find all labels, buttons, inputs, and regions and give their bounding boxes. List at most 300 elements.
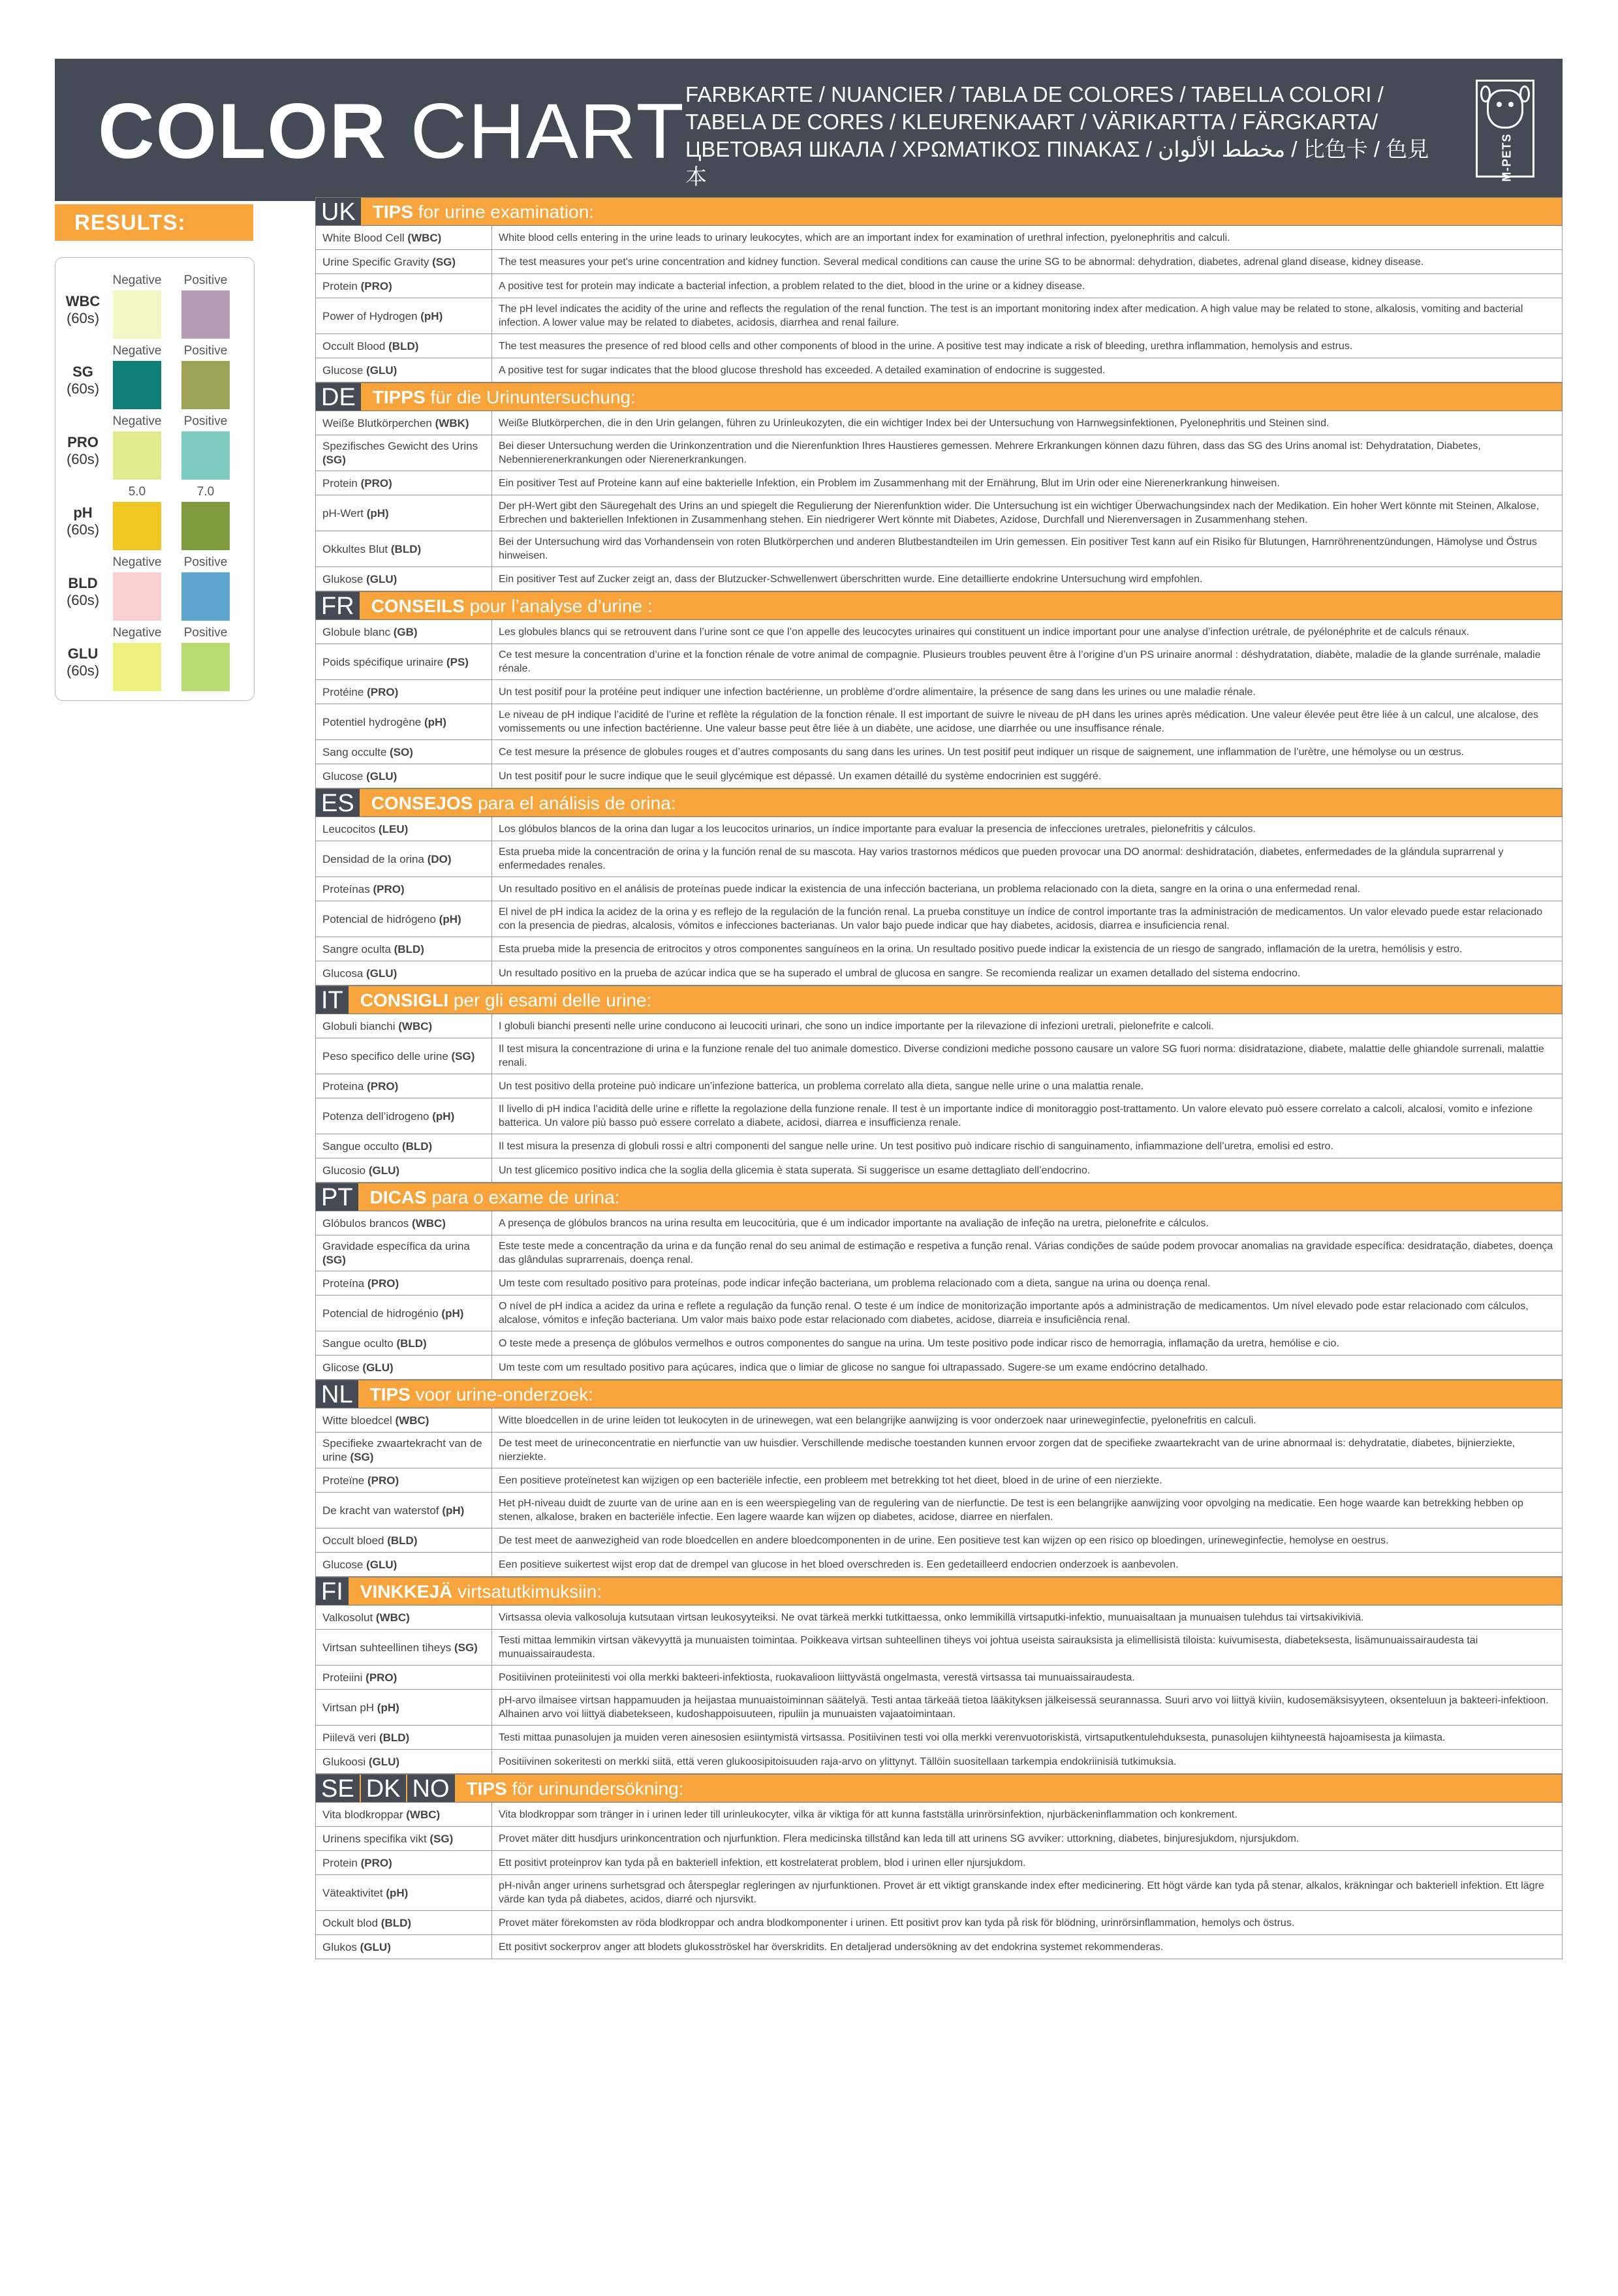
table-row [315, 358, 1563, 382]
parameter-label: Valkosolut [322, 1611, 373, 1624]
description-cell: Der pH-Wert gibt den Säuregehalt des Urins an und spiegelt die Regulierung der Nierenfunktion wider. Die Untersuchung ist ein wichtiger Überwachungsindex nach der Medikation. Ein hoher Wert könnte mit Steinen, Alkalose, Erbrechen und bakteriellen Infektionen in Zusammenhang stehen. Ein niedrigerer Wert könnte mit Diabetes, Azidose, Durchfall und Nierenversagen in Zusammenhang stehen. [499, 501, 1540, 525]
section-title [362, 383, 636, 411]
section-title-bold: VINKKEJÄ [360, 1581, 453, 1602]
description-cell: Testi mittaa punasolujen ja muiden veren ainesosien esiintymistä virtsassa. Positiivinen testi voi olla merkki verenvuotoriskistä, virtsaputkentulehduksesta, punasolujen kiihtyneestä hajoamisesta ja kiimasta. [499, 1731, 1446, 1743]
description-cell: Este teste mede a concentração da urina e da função renal do seu animal de estimação e respetiva a função renal. Várias condições de saúde podem provocar anomalias na gravidade específica: desidratação, diabetes, doença das glândulas suprarrenais, doença renal. [499, 1241, 1553, 1265]
parameter-code: (BLD) [387, 1534, 418, 1547]
description-cell: White blood cells entering in the urine leads to urinary leukocytes, which are an important index for examination of urethral infection, pyelonephritis and calculi. [499, 232, 1230, 243]
parameter-cell [316, 1331, 492, 1355]
table-row [315, 1528, 1563, 1553]
section-header [315, 591, 1563, 620]
section-title [361, 789, 676, 816]
table-row [315, 1750, 1563, 1774]
parameter-label: pH-Wert [322, 506, 364, 520]
language-code: SE [316, 1775, 360, 1802]
parameter-code: (pH) [386, 1886, 409, 1899]
parameter-code: (PS) [446, 655, 469, 668]
parameter-code: (BLD) [388, 339, 419, 352]
parameter-code: (DO) [427, 852, 452, 865]
language-code: FI [316, 1577, 349, 1605]
parameter-code: (GLU) [366, 364, 397, 377]
parameter-cell [316, 1606, 492, 1629]
page-title [98, 82, 685, 180]
section-title-rest: para el análisis de orina: [473, 793, 676, 813]
parameter-label: Glucose [322, 769, 364, 783]
parameter-cell [316, 1851, 492, 1874]
parameter-code: (SO) [390, 745, 413, 758]
description-cell: Vita blodkroppar som tränger in i urinen leder till urinleukocyter, vilka är viktiga för att kunna fastställa urinrörsinfektion, njurbäckeninflammation och konkrement. [499, 1808, 1237, 1820]
parameter-label: Väteaktivitet [322, 1886, 383, 1899]
table-row [315, 1331, 1563, 1356]
section-header [315, 1380, 1563, 1408]
language-code: NO [407, 1775, 455, 1802]
parameter-label: Sang occulte [322, 745, 387, 758]
result-name: GLU [67, 645, 99, 662]
parameter-label: Proteiini [322, 1671, 363, 1684]
table-row [315, 961, 1563, 985]
table-row [315, 1606, 1563, 1630]
parameter-code: (SG) [454, 1641, 478, 1654]
parameter-cell [316, 250, 492, 273]
description-cell: O nível de pH indica a acidez da urina e reflete a regulação da função renal. O teste é um índice de monitorização importante após a administração de medicamentos. Um nível elevado pode estar relacionado com cálculos, alcalose, vómitos e infeção bacteriana. Um valor mais baixo pode estar relacionado com diabetes, acidose, diarreia e insuficiência renal. [499, 1301, 1529, 1326]
parameter-cell [316, 937, 492, 961]
parameter-cell [316, 531, 492, 566]
section-header [315, 1774, 1563, 1803]
section-title [361, 592, 653, 619]
parameter-label: Occult Blood [322, 339, 386, 352]
parameter-label: Virtsan suhteellinen tiheys [322, 1641, 452, 1654]
description-cell: Ett positivt sockerprov anger att blodets glukosströskel har överskridits. En detaljerad undersökning av det endokrina systemet rekommenderas. [499, 1941, 1164, 1953]
parameter-label: Gravidade específica da urina [322, 1240, 470, 1252]
result-time: (60s) [66, 451, 100, 467]
description-cell: Les globules blancs qui se retrouvent dans l’urine sont ce que l’on appelle des leucocytes urinaires qui constituent un indice important pour une analyse d’infection urétrale, de pyélonéphrite et de calculs rénaux. [499, 626, 1470, 638]
result-time: (60s) [66, 592, 100, 608]
table-row [315, 740, 1563, 764]
parameter-cell [316, 226, 492, 249]
table-row [315, 1553, 1563, 1577]
parameter-cell [316, 1726, 492, 1749]
parameter-code: (PRO) [367, 1079, 399, 1093]
result-left-label: 5.0 [128, 485, 146, 499]
table-row [315, 1493, 1563, 1528]
parameter-code: (PRO) [373, 882, 405, 895]
description-cell: Bei der Untersuchung wird das Vorhandensein von roten Blutkörperchen und anderen Blutbestandteilen im Urin gemessen. Ein positiver Test kann auf ein Risiko für Blutungen, Harnröhrenentzündungen, Hämolyse und Östrus hinweisen. [499, 536, 1537, 561]
description-cell: The test measures the presence of red blood cells and other components of blood in the urine. A positive test may indicate a risk of bleeding, urethra inflammation, hemolysis and estrus. [499, 340, 1353, 352]
parameter-code: (SG) [451, 1049, 475, 1063]
parameter-label: Witte bloedcel [322, 1414, 392, 1427]
table-row [315, 937, 1563, 961]
table-row [315, 411, 1563, 435]
parameter-label: Potencial de hidrogénio [322, 1307, 439, 1320]
description-cell: Un resultado positivo en la prueba de azúcar indica que se ha superado el umbral de glucosa en sangre. Se recomienda realizar un examen detallado del sistema endocrino. [499, 967, 1301, 979]
description-cell: Il test misura la presenza di globuli rossi e altri componenti del sangue nelle urine. Un test positivo può indicare rischio di sanguinamento, infiammazione dell’uretra, emolisi ed estro. [499, 1140, 1333, 1152]
parameter-cell [316, 1875, 492, 1910]
parameter-label: Leucocitos [322, 822, 376, 835]
parameter-label: Glucosio [322, 1164, 366, 1177]
description-cell: A presença de glóbulos brancos na urina resulta em leucocitúria, que é um indicador importante na avaliação de infeção na uretra, pielonefrite e cálculos. [499, 1217, 1209, 1229]
parameter-label: Glucose [322, 364, 364, 377]
table-row [315, 1433, 1563, 1468]
parameter-cell [316, 1098, 492, 1134]
section-header [315, 985, 1563, 1014]
parameter-code: (GB) [393, 625, 418, 638]
parameter-label: Ockult blod [322, 1916, 379, 1929]
result-time: (60s) [66, 310, 100, 326]
parameter-code: (SG) [432, 255, 456, 268]
result-time: (60s) [66, 380, 100, 397]
parameter-label: Potentiel hydrogène [322, 715, 422, 728]
description-cell: Ce test mesure la présence de globules rouges et d’autres composants du sang dans les urines. Un test positif peut indiquer un risque de saignement, une inflammation de l’urètre, une hémolyse ou un œstrus. [499, 746, 1465, 758]
table-row [315, 704, 1563, 740]
parameter-cell [316, 877, 492, 901]
table-row [315, 1098, 1563, 1134]
section-title-bold: TIPS [369, 1384, 411, 1404]
section-title-bold: TIPS [372, 202, 414, 222]
section-header [315, 197, 1563, 226]
section-title-rest: para o exame de urina: [426, 1187, 620, 1207]
table-row [315, 620, 1563, 644]
section-title-rest: for urine examination: [413, 202, 595, 222]
result-right-label: Positive [183, 626, 228, 640]
parameter-code: (pH) [424, 715, 446, 728]
parameter-cell [316, 620, 492, 644]
parameter-label: Peso specifico delle urine [322, 1049, 448, 1063]
table-row [315, 1014, 1563, 1038]
parameter-code: (WBC) [398, 1019, 433, 1032]
table-row [315, 1356, 1563, 1380]
description-cell: Un test positivo della proteine può indicare un’infezione batterica, un problema correlato alla dieta, sangue nelle urine o una malattia renale. [499, 1080, 1144, 1092]
parameter-label: Weiße Blutkörperchen [322, 416, 432, 429]
table-row [315, 1726, 1563, 1750]
section-title [360, 1183, 620, 1211]
parameter-cell [316, 1911, 492, 1934]
section-title-bold: CONSEILS [371, 596, 465, 616]
description-cell: Um teste com resultado positivo para proteínas, pode indicar infeção bacteriana, um problema relacionado com a dieta, sangue na urina ou doença renal. [499, 1277, 1211, 1289]
section-title-rest: voor urine-onderzoek: [410, 1384, 593, 1404]
parameter-code: (pH) [420, 309, 443, 322]
table-row [315, 567, 1563, 591]
section-title-rest: für die Urinuntersuchung: [425, 387, 636, 407]
table-row [315, 764, 1563, 788]
parameter-cell [316, 1553, 492, 1576]
description-cell: Een positieve proteïnetest kan wijzigen op een bacteriële infectie, een probleem met betrekking tot het dieet, bloed in de urine of een nierziekte. [499, 1474, 1162, 1486]
parameter-code: (pH) [442, 1504, 465, 1517]
table-row [315, 817, 1563, 841]
parameter-cell [316, 1408, 492, 1432]
description-cell: El nivel de pH indica la acidez de la orina y es reflejo de la regulación de la función renal. La prueba constituye un índice de control importante tras la administración de medicamentos. Un valor elevado puede estar relacionado con la presencia de piedras, alcalosis, vómitos e infecciones bacterianas. Un valor bajo puede indicar que hay diabetes, acidosis, diarrea e insuficiencia renal. [499, 907, 1543, 931]
description-cell: pH-nivån anger urinens surhetsgrad och återspeglar regleringen av njurfunktionen. Provet är ett viktigt granskande index efter medicinering. Ett högt värde kan tyda på stenar, alkalos, kräkningar och bakteriell infektion. Ett lägre värde kan tyda på diabetes, acidos, diarré och njursvikt. [499, 1880, 1544, 1905]
parameter-code: (GLU) [368, 1755, 400, 1768]
parameter-cell [316, 298, 492, 334]
parameter-label: Specifieke zwaartekracht van de urine [322, 1437, 482, 1463]
parameter-cell [316, 1038, 492, 1074]
parameter-cell [316, 1666, 492, 1689]
parameter-cell [316, 334, 492, 358]
description-cell: Il test misura la concentrazione di urina e la funzione renale del tuo animale domestico. Diverse condizioni mediche possono causare un valore SG fuori norma: disidratazione, diabete, malattie delle ghiandole surrenali, malattie renali. [499, 1044, 1544, 1068]
result-row-glu [55, 610, 255, 681]
parameter-label: Poids spécifique urinaire [322, 655, 444, 668]
parameter-code: (BLD) [396, 1337, 427, 1350]
section-title-bold: CONSIGLI [360, 990, 449, 1010]
table-row [315, 1158, 1563, 1183]
results-title: RESULTS: [55, 204, 253, 241]
parameter-cell [316, 1935, 492, 1959]
parameter-cell [316, 841, 492, 877]
parameter-code: (WBC) [407, 231, 442, 244]
parameter-code: (GLU) [362, 1361, 394, 1374]
description-cell: Ein positiver Test auf Proteine kann auf eine bakterielle Infektion, ein Problem im Zusammenhang mit der Ernährung, Blut im Urin oder eine Nierenerkrankung hinweisen. [499, 477, 1280, 489]
results-panel [55, 257, 255, 701]
result-right-label: Positive [183, 344, 228, 358]
table-row [315, 274, 1563, 298]
parameter-label: Proteina [322, 1079, 364, 1093]
section-title-rest: virtsatutkimuksiin: [452, 1581, 602, 1602]
title-thin: CHART [410, 87, 685, 175]
table-row [315, 1038, 1563, 1074]
table-row [315, 1074, 1563, 1098]
title-bold: COLOR [98, 87, 388, 175]
description-cell: A positive test for sugar indicates that the blood glucose threshold has exceeded. A detailed examination of endocrine is suggested. [499, 364, 1106, 376]
parameter-code: (WBC) [395, 1414, 429, 1427]
parameter-code: (pH) [439, 912, 461, 925]
parameter-cell [316, 644, 492, 679]
description-cell: Esta prueba mide la presencia de eritrocitos y otros componentes sanguíneos en la orina. Un resultado positivo puede indicar la existencia de un riesgo de sangrado, inflamación de la uretra, hemólisis y estro. [499, 943, 1463, 955]
result-label [63, 293, 102, 327]
table-row [315, 1851, 1563, 1875]
table-row [315, 1911, 1563, 1935]
table-row [315, 1827, 1563, 1851]
description-cell: The pH level indicates the acidity of the urine and reflects the regulation of the renal function. The test is an important monitoring index after medication. A high value may be related to stone, alkalosis, vomiting and bacterial infection. A lower value may be related to diabetes, acidosis, diarrhea and renal failure. [499, 303, 1523, 328]
description-cell: Testi mittaa lemmikin virtsan väkevyyttä ja munuaisten toimintaa. Poikkeava virtsan suhteellinen tiheys voi johtua useista sairauksista ja elimellisistä tiloista: kuivumisesta, diabeteksesta, lisämunuaissairaudesta tai munuaissairaudesta. [499, 1635, 1478, 1660]
description-cell: Le niveau de pH indique l’acidité de l’urine et reflète la régulation de la fonction rénale. Il est important de suivre le niveau de pH dans les urines après médication. Une valeur élevée peut être liée à un calcul, une alcalose, des vomissements ou une infection bactérienne. Une valeur basse peut être liée à un diabète, une acidose, une diarrhée ou une insuffisance rénale. [499, 709, 1538, 734]
parameter-label: De kracht van waterstof [322, 1504, 439, 1517]
parameter-label: Vita blodkroppar [322, 1808, 403, 1821]
parameter-code: (LEU) [379, 822, 409, 835]
logo-text: M-PETS [1500, 132, 1514, 182]
result-name: PRO [67, 434, 99, 450]
parameter-code: (SG) [322, 454, 346, 466]
result-right-label: Positive [183, 555, 228, 569]
parameter-label: Potencial de hidrógeno [322, 912, 436, 925]
parameter-cell [316, 471, 492, 495]
language-code: FR [316, 592, 360, 619]
result-left-label: Negative [112, 555, 162, 569]
result-row-pro [55, 399, 255, 469]
table-row [315, 1468, 1563, 1493]
parameter-label: Glukose [322, 572, 364, 585]
table-row [315, 495, 1563, 531]
parameter-label: Urinens specifika vikt [322, 1832, 427, 1845]
parameter-cell [316, 1074, 492, 1098]
language-code: ES [316, 789, 360, 816]
parameter-label: Virtsan pH [322, 1701, 375, 1714]
description-cell: Positiivinen proteiinitesti voi olla merkki bakteeri-infektiosta, ruokavalioon liittyvästä ongelmasta, verestä virtsassa tai munuaissairaudesta. [499, 1671, 1135, 1683]
parameter-code: (PRO) [360, 279, 392, 292]
parameter-label: Proteína [322, 1277, 365, 1290]
parameter-code: (GLU) [360, 1940, 391, 1953]
description-cell: I globuli bianchi presenti nelle urine conducono ai leucociti urinari, che sono un indice importante per la rilevazione di infezioni uretrali, pielonefrite e calcoli. [499, 1020, 1214, 1032]
language-code: DK [361, 1775, 406, 1802]
parameter-cell [316, 1528, 492, 1552]
parameter-label: Globule blanc [322, 625, 390, 638]
parameter-cell [316, 1803, 492, 1826]
section-title-rest: per gli esami delle urine: [448, 990, 652, 1010]
table-row [315, 471, 1563, 495]
parameter-code: (BLD) [390, 542, 422, 555]
description-cell: Provet mäter förekomsten av röda blodkroppar och andra blodkomponenter i urinen. Ett positivt prov kan tyda på risk för blödning, urinrörsinflammation, hemolys och östrus. [499, 1917, 1295, 1929]
description-cell: The test measures your pet's urine concentration and kidney function. Several medical conditions can cause the urine SG to be abnormal: dehydration, diabetes, adrenal gland disease, kidney disease. [499, 256, 1424, 268]
parameter-code: (GLU) [368, 1164, 400, 1177]
parameter-label: Potenza dell’idrogeno [322, 1109, 429, 1123]
description-cell: Un resultado positivo en el análisis de proteínas puede indicar la existencia de una infección bacteriana, un problema relacionado con la dieta, sangre en la orina o una enfermedad renal. [499, 883, 1360, 895]
parameter-cell [316, 961, 492, 985]
parameter-cell [316, 1827, 492, 1850]
language-code: PT [316, 1183, 358, 1211]
parameter-label: Occult bloed [322, 1534, 384, 1547]
parameter-code: (WBC) [406, 1808, 441, 1821]
parameter-cell [316, 901, 492, 937]
table-row [315, 1666, 1563, 1690]
parameter-code: (PRO) [360, 476, 392, 489]
parameter-code: (GLU) [366, 1558, 397, 1571]
parameter-cell [316, 1014, 492, 1038]
parameter-label: Okkultes Blut [322, 542, 388, 555]
section-header [315, 788, 1563, 817]
parameter-cell [316, 1211, 492, 1235]
parameter-cell [316, 1295, 492, 1331]
section-title [350, 1577, 602, 1605]
parameter-cell [316, 1630, 492, 1665]
description-cell: A positive test for protein may indicate a bacterial infection, a problem related to the diet, blood in the urine or a kidney disease. [499, 280, 1085, 292]
description-cell: Witte bloedcellen in de urine leiden tot leukocyten in de urinewegen, wat een belangrijke aanwijzing is voor onderzoek naar urineweginfectie, pyelonefritis en calculi. [499, 1414, 1256, 1426]
parameter-cell [316, 435, 492, 471]
description-cell: Een positieve suikertest wijst erop dat de drempel van glucose in het bloed overschreden is. Een gedetailleerd endocrien onderzoek is aanbevolen. [499, 1559, 1179, 1570]
table-row [315, 680, 1563, 704]
language-code: UK [316, 198, 361, 225]
parameter-label: White Blood Cell [322, 231, 405, 244]
result-left-label: Negative [112, 414, 162, 428]
table-row [315, 226, 1563, 250]
parameter-cell [316, 495, 492, 531]
table-row [315, 1271, 1563, 1295]
parameter-label: Glóbulos brancos [322, 1217, 409, 1230]
parameter-label: Urine Specific Gravity [322, 255, 429, 268]
parameter-label: Glukos [322, 1940, 357, 1953]
table-row [315, 1935, 1563, 1959]
section-title-rest: pour l’analyse d’urine : [464, 596, 653, 616]
section-title-bold: TIPPS [372, 387, 426, 407]
table-row [315, 298, 1563, 334]
table-row [315, 901, 1563, 937]
description-cell: Het pH-niveau duidt de zuurte van de urine aan en is een weerspiegeling van de regulering van de nierfunctie. De test is een belangrijke aanwijzing voor opvolging na medicatie. Een hoge waarde kan betrekking hebben op stenen, alkalose, braken en bacteriële infectie. Een lagere waarde kan wijzen op diabetes, acidose, diarree en nierfalen. [499, 1498, 1523, 1523]
parameter-cell [316, 1158, 492, 1182]
table-row [315, 1211, 1563, 1235]
section-title [362, 198, 594, 225]
dog-face-icon [1487, 89, 1523, 129]
section-title-bold: DICAS [369, 1187, 427, 1207]
section-title-bold: TIPS [466, 1778, 507, 1799]
result-name: WBC [65, 293, 101, 309]
parameter-code: (GLU) [366, 769, 397, 783]
table-row [315, 531, 1563, 567]
color-swatch-negative [113, 643, 161, 691]
parameter-cell [316, 1493, 492, 1528]
parameter-cell [316, 764, 492, 788]
parameter-label: Glucosa [322, 967, 364, 980]
table-row [315, 1803, 1563, 1827]
table-row [315, 1630, 1563, 1666]
parameter-label: Sangue occulto [322, 1140, 399, 1153]
parameter-label: Proteínas [322, 882, 370, 895]
parameter-code: (WBC) [375, 1611, 410, 1624]
parameter-label: Sangue oculto [322, 1337, 394, 1350]
result-name: SG [72, 364, 93, 380]
parameter-code: (pH) [441, 1307, 464, 1320]
parameter-code: (WBC) [412, 1217, 446, 1230]
parameter-label: Protéine [322, 685, 364, 698]
parameter-label: Glicose [322, 1361, 360, 1374]
language-code: IT [316, 986, 349, 1014]
result-left-label: Negative [112, 626, 162, 640]
table-row [315, 250, 1563, 274]
parameter-code: (pH) [377, 1701, 399, 1714]
description-cell: Ett positivt proteinprov kan tyda på en bakteriell infektion, ett kostrelaterat problem, blod i urinen eller njursjukdom. [499, 1857, 1026, 1869]
description-cell: Weiße Blutkörperchen, die in den Urin gelangen, führen zu Urinleukozyten, die ein wichtiger Index bei der Untersuchung von Harnwegsinfektionen, Pyelonephritis und Steinen sind. [499, 417, 1330, 429]
parameter-label: Glukoosi [322, 1755, 366, 1768]
result-left-label: Negative [112, 344, 162, 358]
parameter-code: (GLU) [366, 572, 397, 585]
parameter-cell [316, 1690, 492, 1725]
result-time: (60s) [66, 662, 100, 679]
table-row [315, 1408, 1563, 1433]
description-cell: pH-arvo ilmaisee virtsan happamuuden ja heijastaa munuaistoiminnan säätelyä. Testi antaa tärkeää tietoa lääkityksen jälkeisessä seurannassa. Suuri arvo voi liittyä kiviin, kudosemäksisyyteen, oksenteluun ja bakteeri-infektioon. Alhainen arvo voi liittyä diabetekseen, kudoshappoisuuteen, ripuliin ja munuaisten vajaatoimintaan. [499, 1695, 1549, 1720]
description-cell: Un test glicemico positivo indica che la soglia della glicemia è stata superata. Si suggerisce un esame dettagliato dell’endocrino. [499, 1164, 1091, 1176]
table-row [315, 1295, 1563, 1331]
parameter-cell [316, 1235, 492, 1271]
parameter-cell [316, 1134, 492, 1158]
parameter-cell [316, 358, 492, 382]
language-code: DE [316, 383, 361, 411]
parameter-label: Protein [322, 1856, 358, 1869]
parameter-cell [316, 274, 492, 298]
parameter-code: (BLD) [379, 1731, 410, 1744]
result-label [63, 434, 102, 468]
color-swatch-positive [181, 643, 230, 691]
table-row [315, 841, 1563, 877]
result-right-label: 7.0 [196, 485, 215, 499]
section-title [456, 1775, 684, 1802]
parameter-cell [316, 411, 492, 435]
parameter-code: (SG) [350, 1451, 374, 1463]
table-row [315, 435, 1563, 471]
parameter-code: (BLD) [401, 1140, 433, 1153]
parameter-label: Power of Hydrogen [322, 309, 418, 322]
table-row [315, 334, 1563, 358]
parameter-code: (SG) [322, 1254, 346, 1266]
result-row-sg [55, 328, 255, 399]
parameter-label: Globuli bianchi [322, 1019, 396, 1032]
result-right-label: Positive [183, 414, 228, 428]
description-cell: Provet mäter ditt husdjurs urinkoncentration och njurfunktion. Flera medicinska tillstånd kan leda till att urinens SG avviker: uttorkning, diabetes, binjuresjukdom, njursjukdom. [499, 1833, 1299, 1844]
parameter-cell [316, 704, 492, 739]
tips-table [315, 197, 1563, 1959]
table-row [315, 1134, 1563, 1158]
parameter-code: (PRO) [360, 1856, 392, 1869]
description-cell: De test meet de aanwezigheid van rode bloedcellen en andere bloedcomponenten in de urine. Een positieve test kan wijzen op een risico op bloedingen, urineweginfectie, hemolyse en oestrus. [499, 1534, 1389, 1546]
parameter-cell [316, 817, 492, 841]
section-title-bold: CONSEJOS [371, 793, 473, 813]
description-cell: Virtsassa olevia valkosoluja kutsutaan virtsan leukosyyteiksi. Ne ovat tärkeä merkki tutkittaessa, onko lemmikillä virtsaputki-infektio, munuaisaltaan ja munuaisen tulehdus tai virtsakivikiviä. [499, 1611, 1364, 1623]
